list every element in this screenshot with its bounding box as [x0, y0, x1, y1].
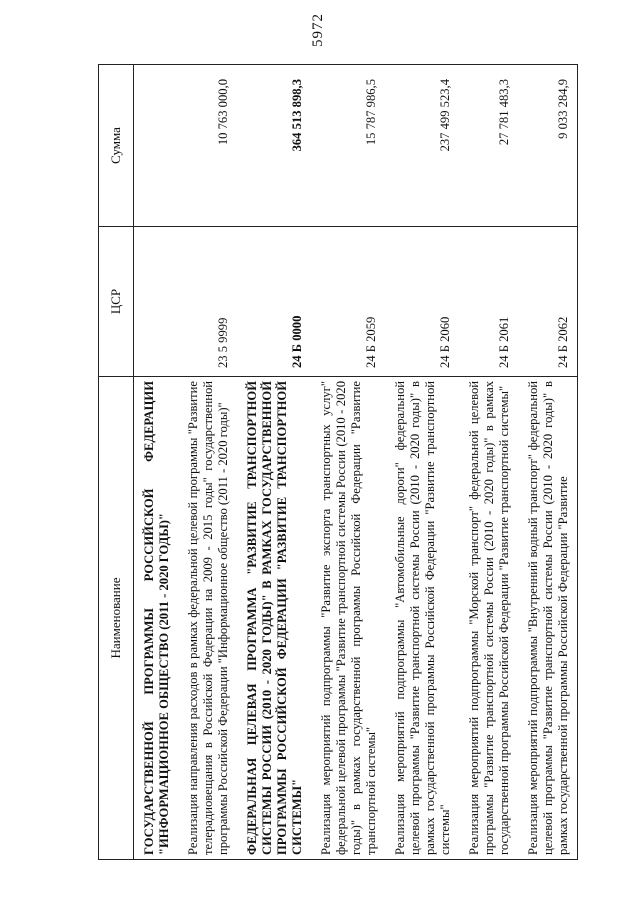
row-name-cell: ГОСУДАРСТВЕННОЙ ПРОГРАММЫ РОССИЙСКОЙ ФЕДЕРАЦИИ "ИНФОРМАЦИОННОЕ ОБЩЕСТВО (2011 - 2020 ГОДЫ)" [134, 377, 179, 860]
row-sum-cell: 364 513 898,3 [237, 65, 311, 227]
row-sum-cell: 9 033 284,9 [518, 65, 578, 227]
row-sum-cell [134, 65, 179, 227]
row-csr-cell: 23 5 9999 [178, 227, 237, 377]
header-name: Наименование [99, 377, 134, 860]
row-csr-cell: 24 Б 0000 [237, 227, 311, 377]
row-sum-cell: 237 499 523,4 [385, 65, 459, 227]
table-row [459, 65, 518, 860]
budget-table [98, 64, 578, 860]
table-row [311, 65, 385, 860]
table-row [518, 65, 578, 860]
row-name-cell: Реализация мероприятий подпрограммы "Морской транспорт" федеральной целевой программы "Развитие транспортной системы России (2010 - 2020 годы)" в рамках государственной программы Российской Федерации "Развитие транспортной системы" [459, 377, 518, 860]
row-name-cell: Реализация мероприятий подпрограммы "Развитие экспорта транспортных услуг" федеральной целевой программы "Развитие транспортной системы России (2010 - 2020 годы)" в рамках государственной программы Российской Федерации "Развитие транспортной системы" [311, 377, 385, 860]
row-csr-cell: 24 Б 2059 [311, 227, 385, 377]
header-sum: Сумма [99, 65, 134, 227]
row-sum-cell: 27 781 483,3 [459, 65, 518, 227]
row-name-cell: Реализация мероприятий подпрограммы "Автомобильные дороги" федеральной целевой программы "Развитие транспортной системы России (2010 - 2020 годы)" в рамках государственной программы Российской Федерации "Развитие транспортной системы" [385, 377, 459, 860]
row-name-cell: ФЕДЕРАЛЬНАЯ ЦЕЛЕВАЯ ПРОГРАММА "РАЗВИТИЕ ТРАНСПОРТНОЙ СИСТЕМЫ РОССИИ (2010 - 2020 ГОДЫ)" В РАМКАХ ГОСУДАРСТВЕННОЙ ПРОГРАММЫ РОССИЙСКОЙ ФЕДЕРАЦИИ "РАЗВИТИЕ ТРАНСПОРТНОЙ СИСТЕМЫ" [237, 377, 311, 860]
page-number: 5972 [310, 13, 326, 47]
table-row [178, 65, 237, 860]
row-name-cell: Реализация мероприятий подпрограммы "Внутренний водный транспорт" федеральной целевой программы "Развитие транспортной системы России (2010 - 2020 годы)" в рамках государственной программы Российской Федерации "Развитие [518, 377, 578, 860]
table-row [385, 65, 459, 860]
row-name-cell: Реализация направления расходов в рамках федеральной целевой программы "Развитие телерадиовещания в Российской Федерации на 2009 - 2015 годы" государственной программы Российской Федерации "Информационное общество (2011 - 2020 годы)" [178, 377, 237, 860]
table-row [134, 65, 179, 860]
row-sum-cell: 15 787 986,5 [311, 65, 385, 227]
row-sum-cell: 10 763 000,0 [178, 65, 237, 227]
row-csr-cell: 24 Б 2060 [385, 227, 459, 377]
row-csr-cell [134, 227, 179, 377]
row-csr-cell: 24 Б 2061 [459, 227, 518, 377]
row-csr-cell: 24 Б 2062 [518, 227, 578, 377]
table-row [237, 65, 311, 860]
header-csr: ЦСР [99, 227, 134, 377]
rotated-page-content [98, 65, 596, 860]
table-header-row [99, 65, 134, 860]
